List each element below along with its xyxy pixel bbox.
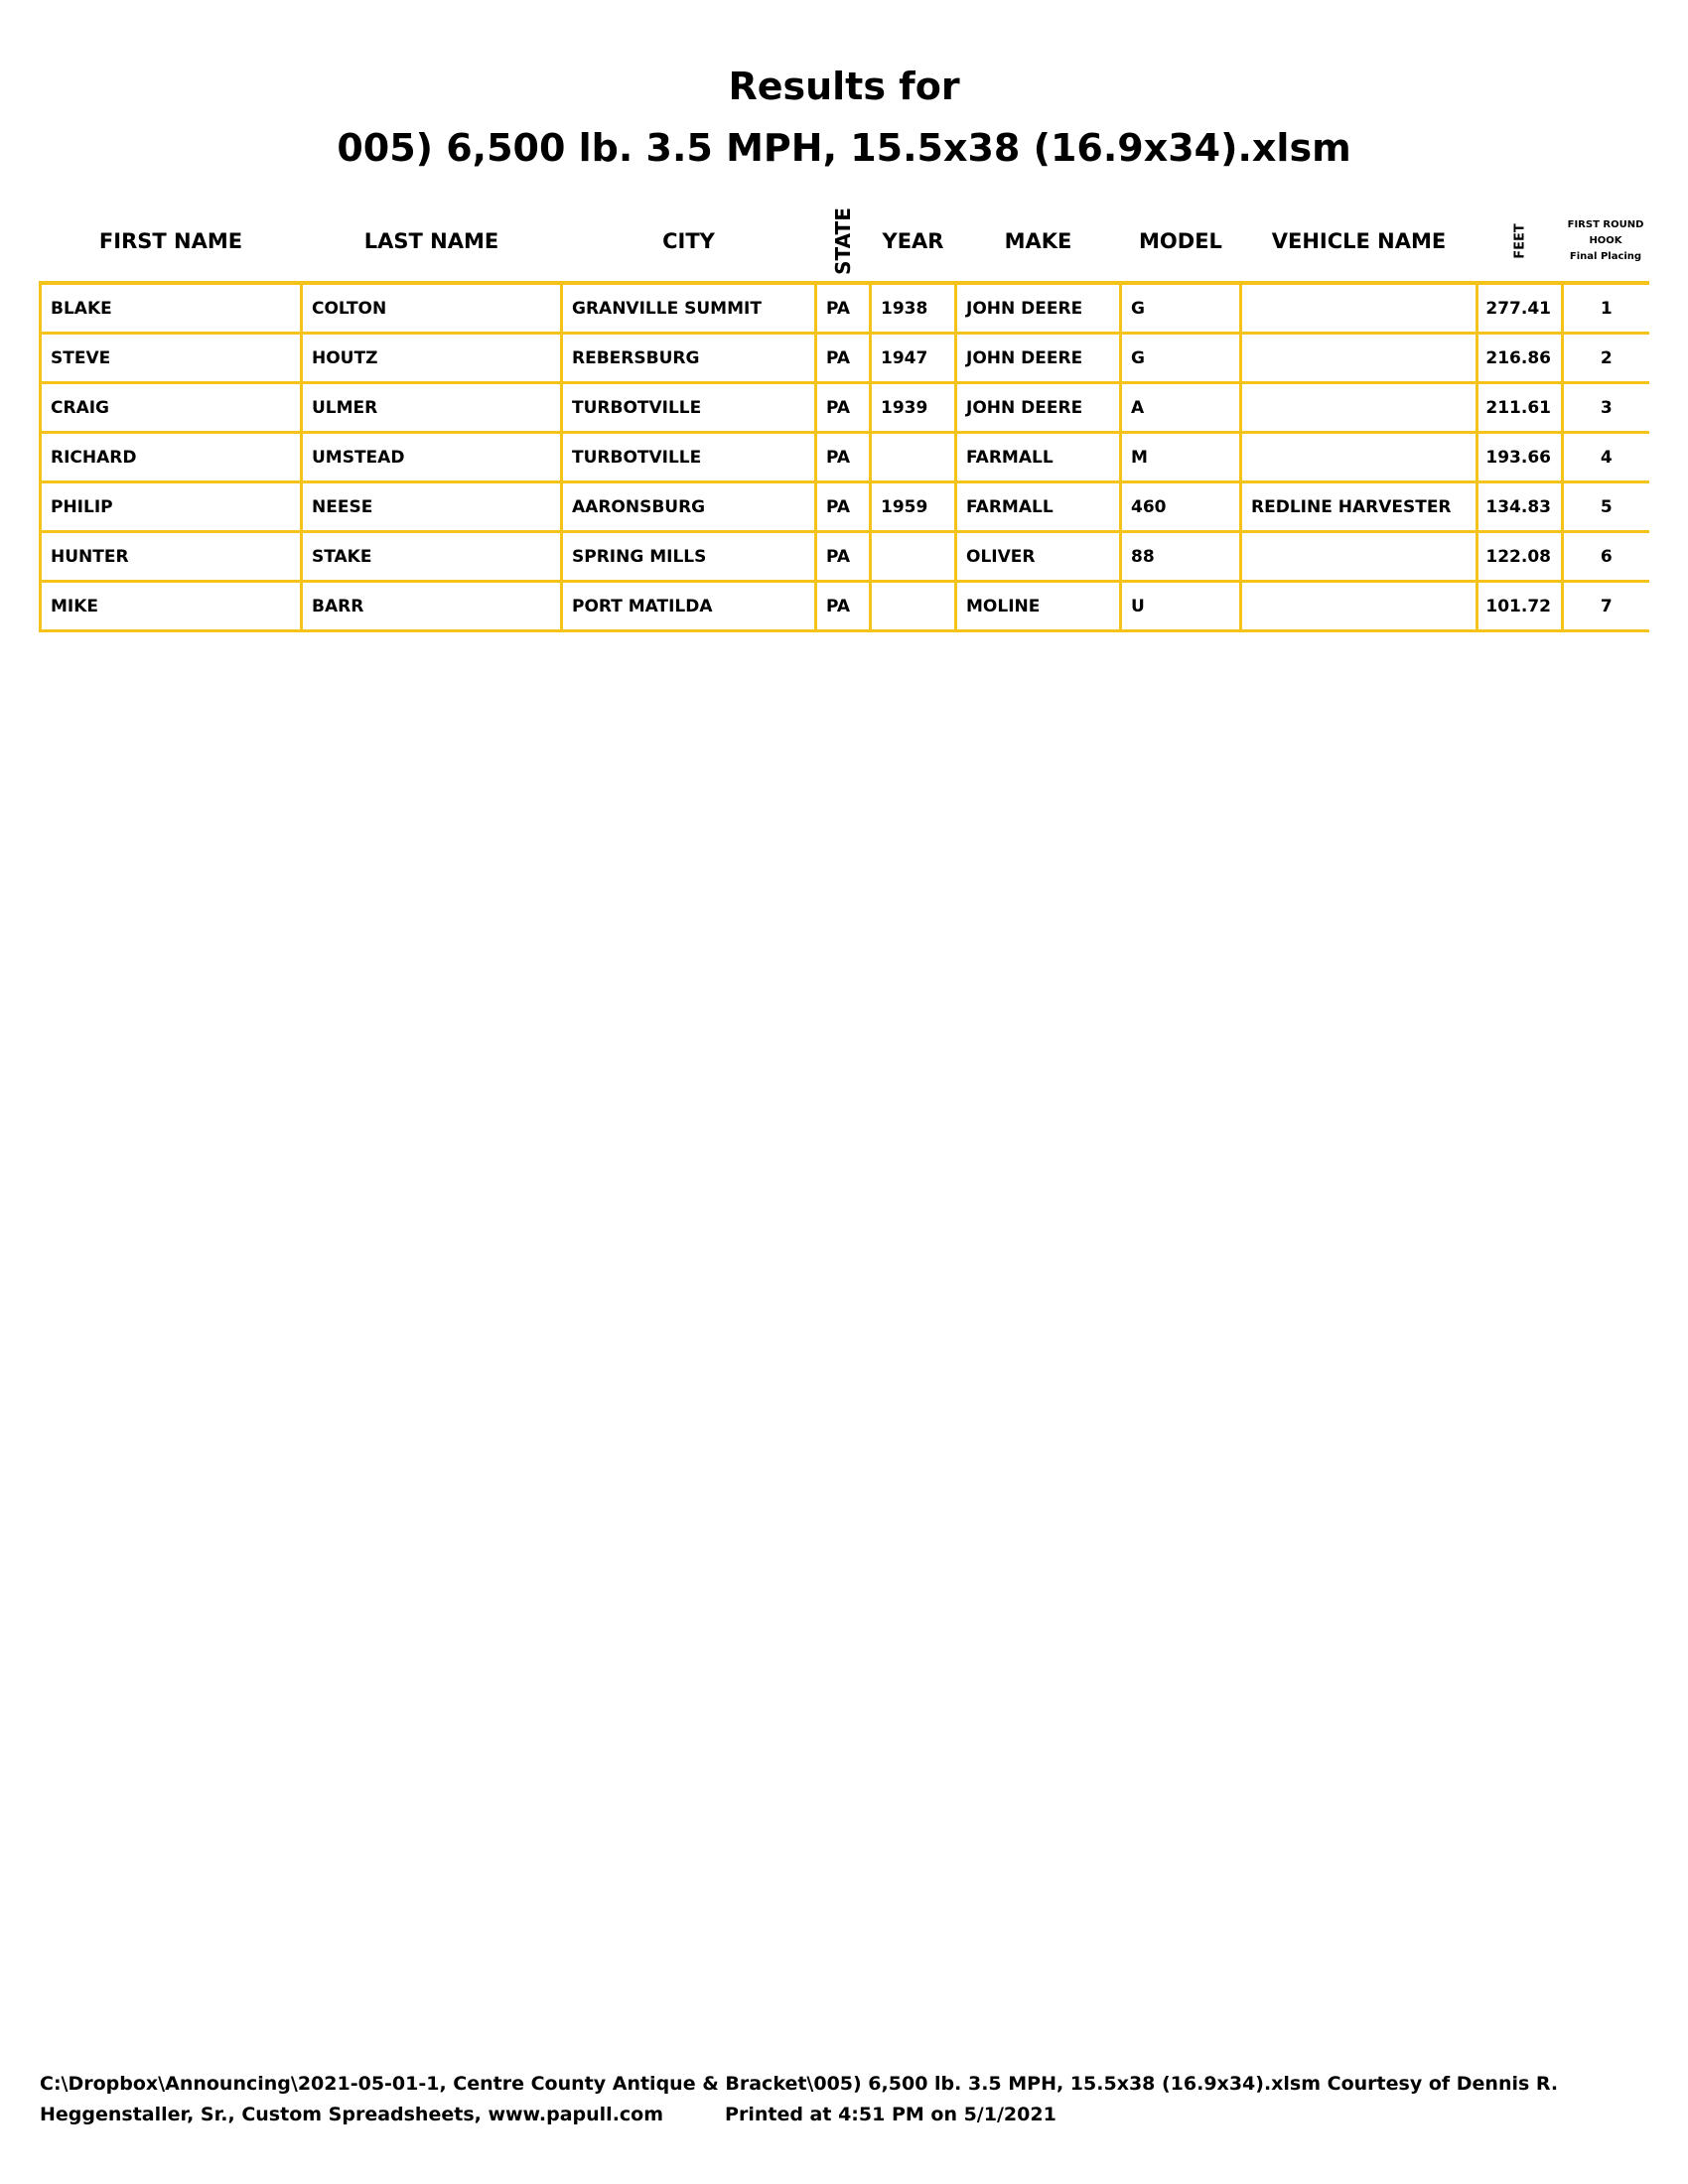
cell-first-name: CRAIG xyxy=(41,383,302,433)
page-title: Results for xyxy=(728,65,960,108)
cell-city: PORT MATILDA xyxy=(562,582,816,631)
cell-city: TURBOTVILLE xyxy=(562,433,816,482)
cell-feet: 277.41 xyxy=(1477,283,1563,334)
cell-final-placing: 2 xyxy=(1563,334,1649,383)
footer-file-path: C:\Dropbox\Announcing\2021-05-01-1, Centre County Antique & Bracket\005) 6,500 lb. 3.5 MPH, 15.5x38 (16.9x34).xlsm Courtesy of Dennis R. xyxy=(40,2073,1559,2095)
cell-feet: 101.72 xyxy=(1477,582,1563,631)
footer-credits: Heggenstaller, Sr., Custom Spreadsheets, www.papull.com xyxy=(40,2104,664,2125)
cell-make: FARMALL xyxy=(956,433,1121,482)
header-state: STATE xyxy=(831,207,855,275)
table-row xyxy=(41,582,1649,631)
cell-make: OLIVER xyxy=(956,532,1121,582)
cell-year: 1938 xyxy=(871,283,956,334)
cell-vehicle-name xyxy=(1241,383,1477,433)
table-row xyxy=(41,532,1649,582)
header-model: MODEL xyxy=(1139,229,1222,253)
header-final-placing: FIRST ROUND HOOK Final Placing xyxy=(1567,219,1644,262)
table-row xyxy=(41,433,1649,482)
cell-make: JOHN DEERE xyxy=(956,283,1121,334)
cell-last-name: ULMER xyxy=(302,383,562,433)
cell-state: PA xyxy=(816,334,871,383)
cell-feet: 216.86 xyxy=(1477,334,1563,383)
cell-first-name: STEVE xyxy=(41,334,302,383)
cell-first-name: BLAKE xyxy=(41,283,302,334)
cell-final-placing: 4 xyxy=(1563,433,1649,482)
table-row xyxy=(41,334,1649,383)
header-vehicle-name: VEHICLE NAME xyxy=(1271,229,1447,253)
cell-model: G xyxy=(1121,283,1241,334)
cell-make: JOHN DEERE xyxy=(956,383,1121,433)
cell-city: TURBOTVILLE xyxy=(562,383,816,433)
cell-city: GRANVILLE SUMMIT xyxy=(562,283,816,334)
cell-model: U xyxy=(1121,582,1241,631)
cell-state: PA xyxy=(816,582,871,631)
cell-last-name: STAKE xyxy=(302,532,562,582)
table-header-row xyxy=(41,202,1649,283)
cell-last-name: HOUTZ xyxy=(302,334,562,383)
cell-final-placing: 3 xyxy=(1563,383,1649,433)
footer-printed-time: Printed at 4:51 PM on 5/1/2021 xyxy=(725,2104,1056,2125)
table-row xyxy=(41,482,1649,532)
header-city: CITY xyxy=(662,229,715,253)
cell-vehicle-name xyxy=(1241,334,1477,383)
cell-year: 1939 xyxy=(871,383,956,433)
cell-last-name: BARR xyxy=(302,582,562,631)
table-row xyxy=(41,383,1649,433)
table-row xyxy=(41,283,1649,334)
cell-state: PA xyxy=(816,433,871,482)
cell-year xyxy=(871,532,956,582)
cell-vehicle-name xyxy=(1241,582,1477,631)
cell-model: G xyxy=(1121,334,1241,383)
cell-vehicle-name: REDLINE HARVESTER xyxy=(1241,482,1477,532)
header-feet: FEET xyxy=(1512,223,1527,259)
cell-make: JOHN DEERE xyxy=(956,334,1121,383)
header-first-name: FIRST NAME xyxy=(98,229,243,253)
cell-make: FARMALL xyxy=(956,482,1121,532)
cell-state: PA xyxy=(816,283,871,334)
cell-vehicle-name xyxy=(1241,433,1477,482)
header-make: MAKE xyxy=(1004,229,1072,253)
cell-city: SPRING MILLS xyxy=(562,532,816,582)
cell-final-placing: 1 xyxy=(1563,283,1649,334)
cell-final-placing: 6 xyxy=(1563,532,1649,582)
cell-final-placing: 7 xyxy=(1563,582,1649,631)
cell-state: PA xyxy=(816,383,871,433)
cell-first-name: MIKE xyxy=(41,582,302,631)
cell-state: PA xyxy=(816,532,871,582)
cell-model: A xyxy=(1121,383,1241,433)
cell-last-name: UMSTEAD xyxy=(302,433,562,482)
cell-last-name: COLTON xyxy=(302,283,562,334)
cell-first-name: PHILIP xyxy=(41,482,302,532)
footer-credits-line xyxy=(40,2100,1648,2130)
cell-feet: 122.08 xyxy=(1477,532,1563,582)
header-last-name: LAST NAME xyxy=(363,229,499,253)
cell-make: MOLINE xyxy=(956,582,1121,631)
cell-first-name: RICHARD xyxy=(41,433,302,482)
cell-first-name: HUNTER xyxy=(41,532,302,582)
header-year: YEAR xyxy=(882,229,944,253)
cell-last-name: NEESE xyxy=(302,482,562,532)
cell-model: M xyxy=(1121,433,1241,482)
cell-feet: 134.83 xyxy=(1477,482,1563,532)
cell-year xyxy=(871,582,956,631)
cell-state: PA xyxy=(816,482,871,532)
cell-vehicle-name xyxy=(1241,532,1477,582)
cell-vehicle-name xyxy=(1241,283,1477,334)
cell-feet: 193.66 xyxy=(1477,433,1563,482)
cell-city: REBERSBURG xyxy=(562,334,816,383)
print-footer xyxy=(40,2069,1648,2130)
cell-year xyxy=(871,433,956,482)
cell-feet: 211.61 xyxy=(1477,383,1563,433)
cell-model: 460 xyxy=(1121,482,1241,532)
cell-year: 1959 xyxy=(871,482,956,532)
cell-year: 1947 xyxy=(871,334,956,383)
cell-model: 88 xyxy=(1121,532,1241,582)
cell-final-placing: 5 xyxy=(1563,482,1649,532)
results-table xyxy=(39,202,1649,632)
cell-city: AARONSBURG xyxy=(562,482,816,532)
page-subtitle: 005) 6,500 lb. 3.5 MPH, 15.5x38 (16.9x34).xlsm xyxy=(337,126,1351,170)
